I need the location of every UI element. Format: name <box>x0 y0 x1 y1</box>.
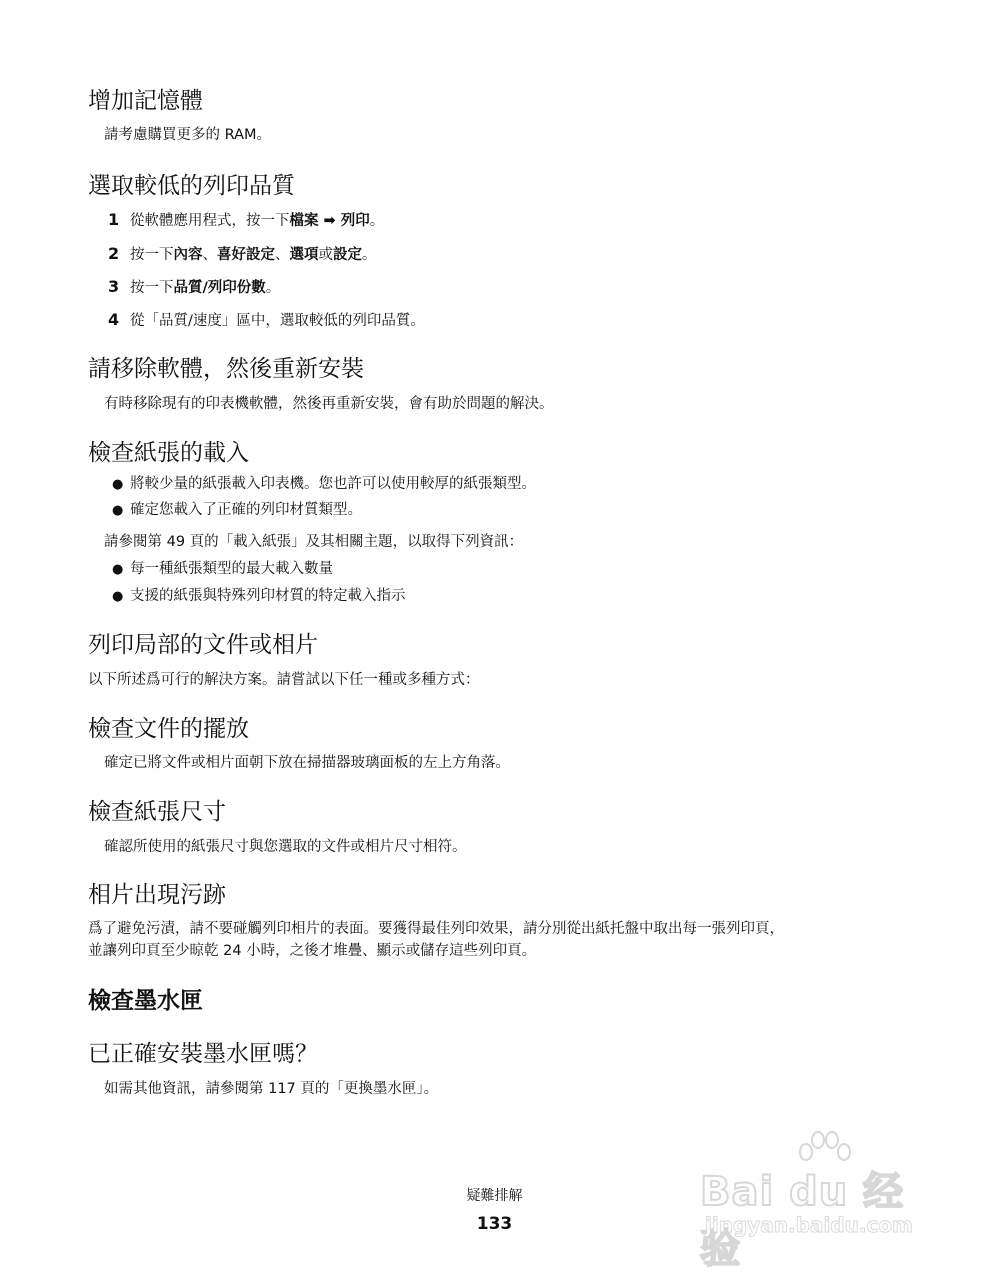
heading-paper-load: 檢查紙張的載入 <box>88 440 249 466</box>
heading-partial-print: 列印局部的文件或相片 <box>88 632 318 658</box>
term-setup: 設定 <box>333 247 362 263</box>
term-quality-copies: 品質/列印份數 <box>173 280 266 296</box>
baidu-watermark <box>700 1130 940 1272</box>
arrow-icon: ➡ <box>318 213 341 229</box>
step-punct: 。 <box>362 247 377 263</box>
step-text: 按一下 <box>130 280 174 296</box>
bullet-icon: ● <box>112 589 124 604</box>
bullet-icon: ● <box>112 562 124 577</box>
term-properties: 內容 <box>173 247 203 263</box>
paragraph-smudge-line2: 並讓列印頁至少晾乾 24 小時，之後才堆疊、顯示或儲存這些列印頁。 <box>88 943 537 959</box>
bullet-icon: ● <box>112 477 124 492</box>
step-punct: 。 <box>265 280 281 296</box>
paragraph-document-placement: 確定已將文件或相片面朝下放在掃描器玻璃面板的左上方角落。 <box>104 755 510 771</box>
bullet-icon: ● <box>112 503 124 518</box>
step-number: 4 <box>108 310 120 329</box>
step-number: 1 <box>108 210 120 229</box>
heading-lower-quality: 選取較低的列印品質 <box>88 173 295 199</box>
heading-paper-size: 檢查紙張尺寸 <box>88 799 226 825</box>
page-number: 133 <box>476 1214 513 1234</box>
paragraph-paper-size: 確認所使用的紙張尺寸與您選取的文件或相片尺寸相符。 <box>104 839 467 855</box>
step-text: 從「品質/速度」區中，選取較低的列印品質。 <box>130 313 425 329</box>
paragraph-add-memory: 請考慮購買更多的 RAM。 <box>104 127 272 143</box>
paragraph-refer: 請參閱第 49 頁的「載入紙張」及其相關主題，以取得下列資訊： <box>104 534 524 550</box>
term-options: 選項 <box>289 247 319 263</box>
heading-check-cartridge: 檢查墨水匣 <box>88 988 203 1014</box>
bullet-text: 確定您載入了正確的列印材質類型。 <box>130 502 362 518</box>
paragraph-cartridge-installed: 如需其他資訊，請參閱第 117 頁的「更換墨水匣」。 <box>104 1081 439 1097</box>
step-1 <box>108 212 384 229</box>
menu-print: 列印 <box>340 213 370 229</box>
heading-smudge: 相片出現污跡 <box>88 882 226 908</box>
step-number: 2 <box>108 244 120 263</box>
bullet-item <box>112 477 536 492</box>
watermark-url: jingyan.baidu.com <box>705 1213 913 1237</box>
footer-section-label: 疑難排解 <box>466 1188 523 1204</box>
heading-reinstall: 請移除軟體，然後重新安裝 <box>88 356 364 382</box>
separator: 、 <box>202 247 217 263</box>
separator: 或 <box>318 247 333 263</box>
menu-file: 檔案 <box>289 213 319 229</box>
bullet-item <box>112 503 362 518</box>
watermark-brand: Bai du 经验 <box>700 1169 905 1272</box>
step-text: 按一下 <box>130 247 174 263</box>
term-preferences: 喜好設定 <box>217 247 275 263</box>
step-text: 從軟體應用程式，按一下 <box>130 213 290 229</box>
step-3 <box>108 279 280 296</box>
heading-cartridge-installed: 已正確安裝墨水匣嗎？ <box>88 1041 318 1067</box>
step-2 <box>108 246 377 263</box>
paragraph-partial-print: 以下所述爲可行的解決方案。請嘗試以下任一種或多種方式： <box>88 672 480 688</box>
bullet-item <box>112 562 333 577</box>
paragraph-smudge-line1: 爲了避免污漬，請不要碰觸列印相片的表面。要獲得最佳列印效果，請分別從出紙托盤中取出每一張列印頁， <box>88 921 784 937</box>
heading-document-placement: 檢查文件的擺放 <box>88 716 249 742</box>
separator: 、 <box>275 247 290 263</box>
bullet-text: 每一種紙張類型的最大載入數量 <box>130 561 333 577</box>
heading-add-memory: 增加記憶體 <box>88 88 203 114</box>
paragraph-reinstall: 有時移除現有的印表機軟體，然後再重新安裝，會有助於問題的解決。 <box>104 396 554 412</box>
step-punct: 。 <box>369 213 385 229</box>
bullet-item <box>112 589 406 604</box>
bullet-text: 將較少量的紙張載入印表機。您也許可以使用較厚的紙張類型。 <box>130 476 536 492</box>
bullet-text: 支援的紙張與特殊列印材質的特定載入指示 <box>130 588 406 604</box>
step-4 <box>108 312 425 329</box>
step-number: 3 <box>108 277 120 296</box>
